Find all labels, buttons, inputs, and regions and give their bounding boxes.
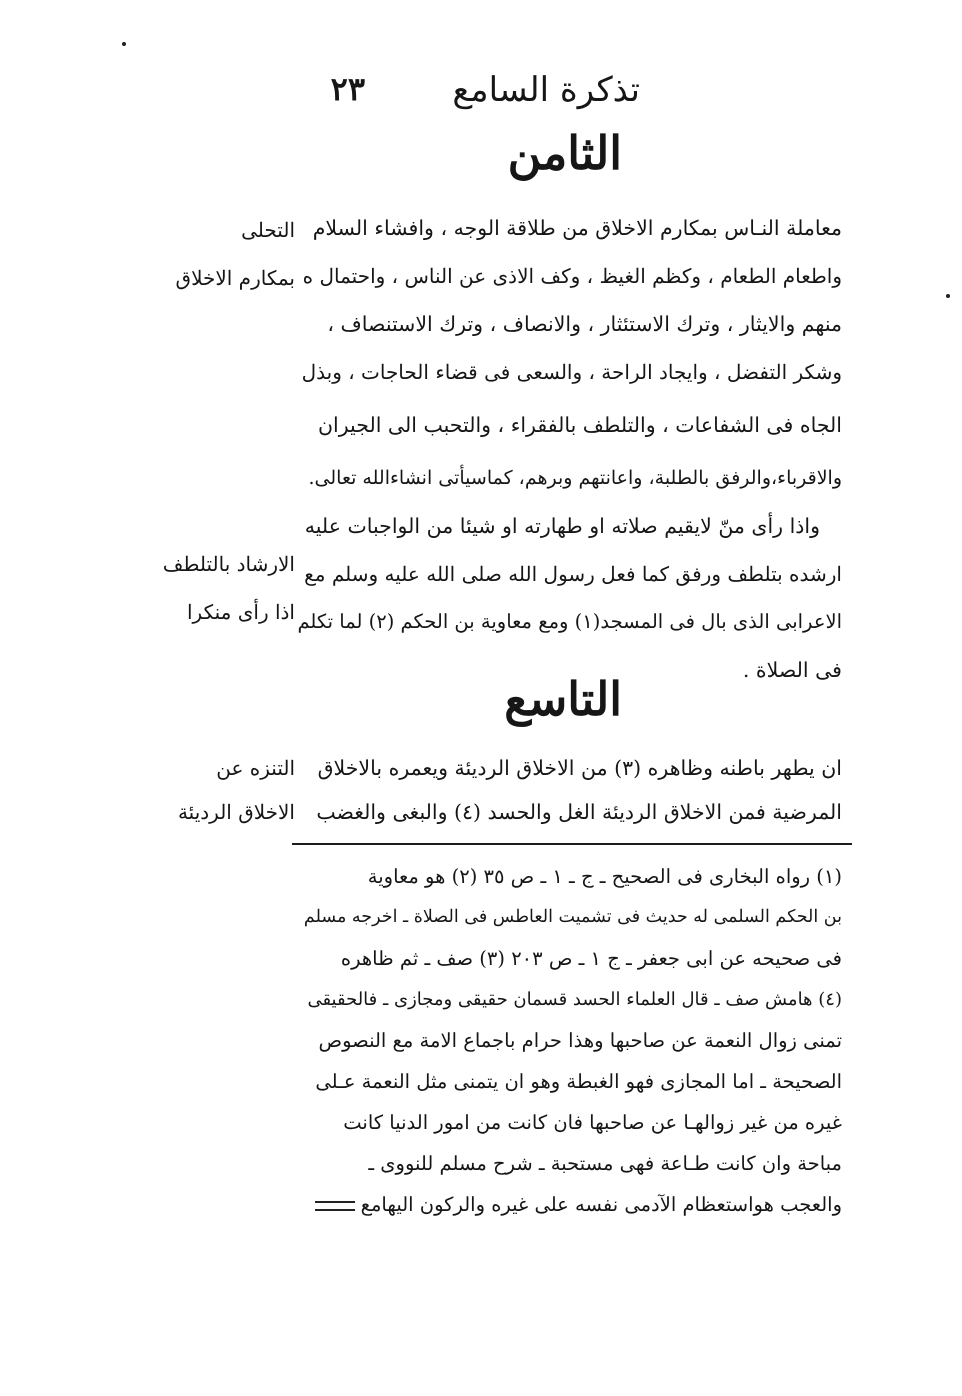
section-heading-9: التاسع [504, 672, 622, 726]
text-line: الاعرابى الذى بال فى المسجد(١) ومع معاوية بن الحكم (٢) لما تكلم [297, 610, 842, 633]
margin-note-line: التحلى [241, 218, 295, 242]
footnote-line: فى صحيحه عن ابى جعفر ـ ج ١ ـ ص ٢٠٣ (٣) صف ـ ثم ظاهره [340, 947, 842, 970]
footnote-text: والعجب هواستعظام الآدمى نفسه على غيره والركون اليهامع [360, 1193, 842, 1216]
text-line: واذا رأى منّ لايقيم صلاته او طهارته او شيئا من الواجبات عليه [304, 514, 820, 538]
footnote-line: بن الحكم السلمى له حديث فى تشميت العاطس فى الصلاة ـ اخرجه مسلم [303, 907, 842, 927]
text-line: واطعام الطعام ، وكظم الغيظ ، وكف الاذى عن الناس ، واحتمال ه [302, 264, 842, 288]
text-line: والاقرباء،والرفق بالطلبة، واعانتهم وبرهم، كماسيأتى انشاءالله تعالى. [308, 467, 842, 489]
margin-note-line: الاخلاق الرديئة [177, 800, 295, 824]
text-line: معاملة النـاس بمكارم الاخلاق من طلاقة الوجه ، وافشاء السلام [312, 216, 842, 240]
section-9-body [297, 746, 842, 834]
footnote-line: مباحة وان كانت طـاعة فهى مستحبة ـ شرح مسلم للنووى ـ [368, 1152, 842, 1175]
footnote-line: (١) رواه البخارى فى الصحيح ـ ج ـ ١ ـ ص ٣٥ (٢) هو معاوية [367, 865, 842, 888]
text-line: وشكر التفضل ، وايجاد الراحة ، والسعى فى قضاء الحاجات ، وبذل [301, 360, 842, 384]
running-head [290, 66, 640, 126]
footnote-line: الصحيحة ـ اما المجازى فهو الغبطة وهو ان يتمنى مثل النعمة عـلى [315, 1070, 842, 1093]
footnote-line-last [297, 1184, 842, 1225]
footnote-line: تمنى زوال النعمة عن صاحبها وهذا حرام باجماع الامة مع النصوص [318, 1029, 842, 1052]
page-speck [122, 42, 126, 46]
end-mark [315, 1201, 355, 1211]
margin-note [160, 746, 295, 834]
text-line: المرضية فمن الاخلاق الرديئة الغل والحسد (٤) والبغى والغضب [316, 800, 842, 824]
section-8-body [297, 204, 842, 694]
page-number: ٢٣ [330, 70, 365, 108]
footnote-line: (٤) هامش صف ـ قال العلماء الحسد قسمان حقيقى ومجازى ـ فالحقيقى [307, 989, 842, 1010]
text-line: الجاه فى الشفاعات ، والتلطف بالفقراء ، والتحبب الى الجيران [317, 413, 842, 437]
text-line: ارشده بتلطف ورفق كما فعل رسول الله صلى الله عليه وسلم مع [304, 562, 842, 586]
book-title: تذكرة السامع [452, 70, 640, 110]
footnote-line: غيره من غير زوالهـا عن صاحبها فان كانت من امور الدنيا كانت [343, 1111, 842, 1134]
footnotes [297, 856, 842, 1225]
text-line: منهم والايثار ، وترك الاستئثار ، والانصاف ، وترك الاستنصاف ، [327, 312, 842, 336]
margin-note-line: الارشاد بالتلطف [162, 552, 295, 576]
margin-note [160, 206, 295, 302]
text-line: فى الصلاة . [742, 658, 842, 682]
margin-note-line: التنزه عن [216, 756, 295, 780]
margin-note-line: اذا رأى منكرا [187, 600, 295, 624]
margin-note-line: بمكارم الاخلاق [175, 266, 295, 290]
section-heading-8: الثامن [507, 126, 622, 180]
page-speck [946, 294, 950, 298]
text-line: ان يطهر باطنه وظاهره (٣) من الاخلاق الرديئة ويعمره بالاخلاق [317, 756, 842, 780]
footnote-rule [292, 843, 852, 845]
margin-note [160, 540, 295, 636]
